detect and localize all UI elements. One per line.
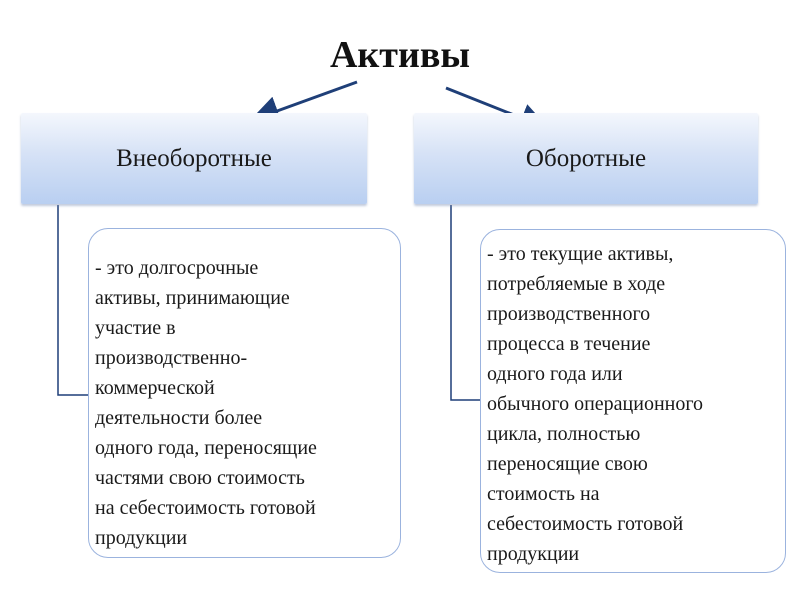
description-line: переносящие свою [487, 453, 648, 475]
description-line: производственно- [95, 347, 248, 369]
description-line: одного года, переносящие [95, 437, 317, 459]
description-line: - это текущие активы, [487, 243, 674, 265]
description-line: частями свою стоимость [95, 467, 305, 489]
description-line: продукции [487, 543, 580, 565]
noncurrent-assets-description [88, 228, 401, 558]
current-assets-label: Оборотные [525, 144, 647, 172]
description-line: обычного операционного [487, 393, 704, 415]
description-line: участие в [95, 317, 176, 339]
description-line: деятельности более [95, 407, 263, 429]
diagram-title: Активы [329, 34, 471, 76]
description-line: производственного [487, 303, 651, 325]
description-line: коммерческой [95, 377, 215, 399]
description-line: потребляемые в ходе [487, 273, 666, 295]
description-line: продукции [95, 527, 188, 549]
description-line: на себестоимость готовой [95, 497, 316, 519]
description-line: стоимость на [487, 483, 600, 505]
current-assets-description [480, 229, 786, 573]
description-line: - это долгосрочные [95, 257, 259, 279]
noncurrent-assets-header [21, 113, 367, 204]
current-assets-header [414, 113, 758, 204]
left-connector [58, 205, 89, 395]
description-line: одного года или [487, 363, 623, 385]
noncurrent-assets-label: Внеоборотные [116, 144, 272, 172]
description-line: цикла, полностью [487, 423, 641, 445]
right-connector [451, 205, 481, 400]
description-line: процесса в течение [487, 333, 651, 355]
description-line: активы, принимающие [95, 287, 290, 309]
description-line: себестоимость готовой [487, 513, 684, 535]
